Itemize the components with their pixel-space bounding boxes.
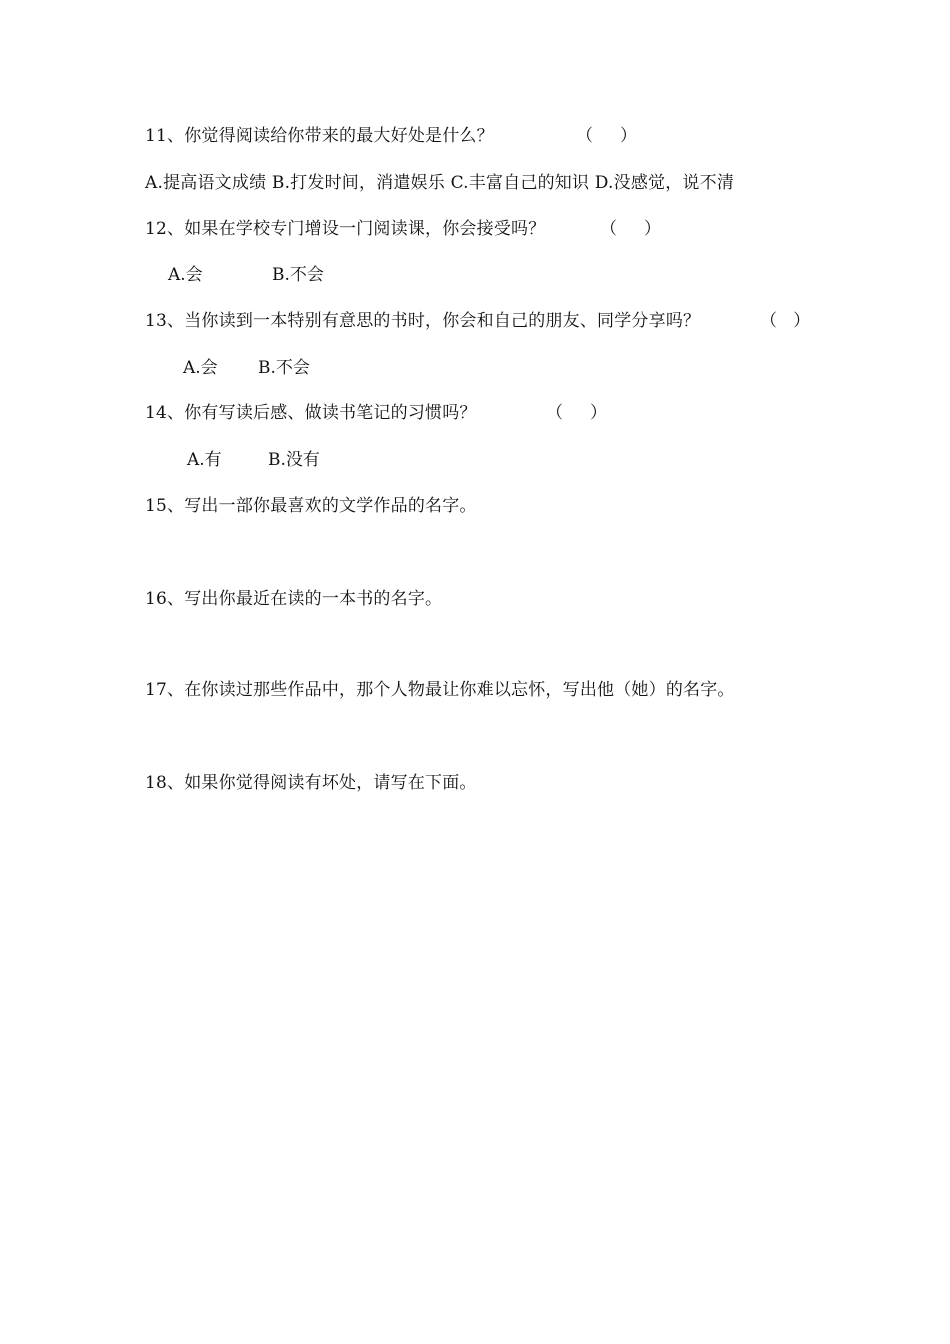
question-12-option-a: A.会 [168,265,203,285]
question-14-answer-blank: （ ） [546,403,608,423]
question-13-text: 13、当你读到一本特别有意思的书时，你会和自己的朋友、同学分享吗？ [145,311,701,331]
question-12-answer-blank: （ ） [600,219,662,239]
question-14-option-b: B.没有 [268,450,320,470]
question-14-option-a: A.有 [187,450,222,470]
question-18-text: 18、如果你觉得阅读有坏处，请写在下面。 [145,773,477,793]
question-15-text: 15、写出一部你最喜欢的文学作品的名字。 [145,496,477,516]
question-14-text: 14、你有写读后感、做读书笔记的习惯吗？ [145,403,477,423]
question-17-text: 17、在你读过那些作品中，那个人物最让你难以忘怀，写出他（她）的名字。 [145,680,735,700]
question-12-text: 12、如果在学校专门增设一门阅读课，你会接受吗？ [145,219,546,239]
question-11-text: 11、你觉得阅读给你带来的最大好处是什么？ [145,126,494,146]
question-11-answer-blank: （ ） [576,126,638,146]
question-11-options: A.提高语文成绩 B.打发时间，消遣娱乐 C.丰富自己的知识 D.没感觉，说不清 [145,173,735,193]
question-13-option-a: A.会 [183,358,218,378]
question-13-option-b: B.不会 [258,358,310,378]
question-16-text: 16、写出你最近在读的一本书的名字。 [145,589,443,609]
question-12-option-b: B.不会 [272,265,324,285]
question-13-answer-blank: （ ） [760,311,811,331]
